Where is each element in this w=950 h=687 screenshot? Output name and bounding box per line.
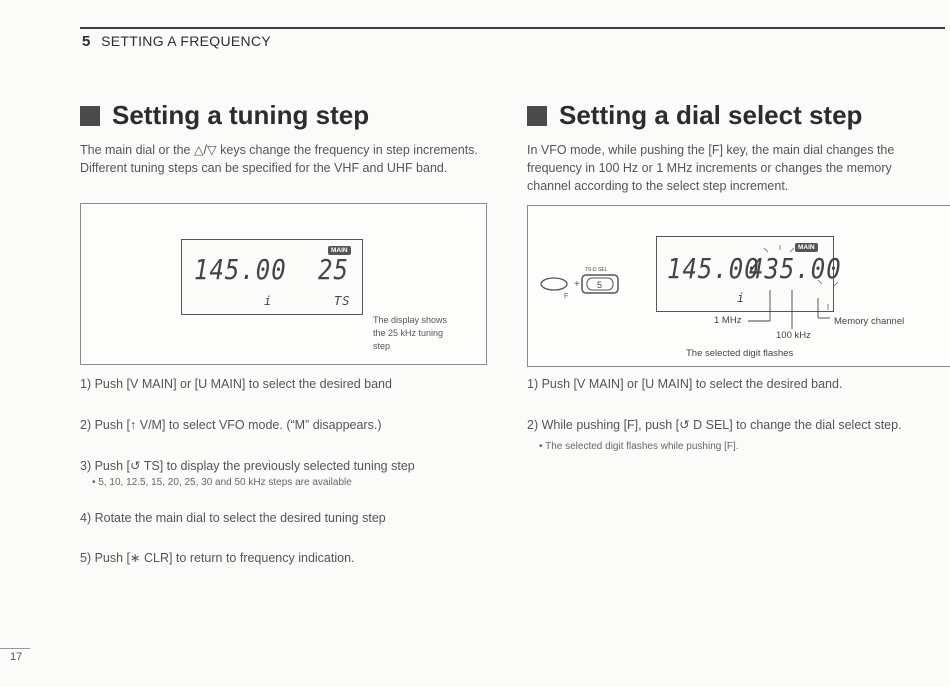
- dial-select-heading: [527, 100, 937, 131]
- frequency-readout: 145.00: [194, 253, 287, 287]
- main-badge: MAIN: [328, 246, 351, 255]
- figure-caption: The selected digit flashes: [686, 348, 794, 359]
- tuning-step-section: [80, 100, 490, 177]
- step-2: 2) Push [↑ V/M] to select VFO mode. (“M” disappears.): [80, 418, 382, 432]
- step-3-text: 3) Push [↺ TS] to display the previously selected tuning step: [80, 459, 415, 473]
- page-number: 17: [10, 651, 23, 663]
- tuning-step-heading: [80, 100, 490, 131]
- lcd-indicator: i: [737, 291, 746, 305]
- ts-key-top-label: TS·D SEL: [585, 267, 608, 273]
- section-title: SETTING A FREQUENCY: [101, 33, 271, 49]
- caption-line: step: [373, 341, 391, 351]
- step-1: 1) Push [V MAIN] or [U MAIN] to select the desired band.: [527, 377, 843, 391]
- memory-channel-label: Memory channel: [834, 316, 905, 327]
- square-bullet-icon: [80, 106, 100, 126]
- square-bullet-icon: [527, 106, 547, 126]
- step-1: 1) Push [V MAIN] or [U MAIN] to select the desired band: [80, 377, 392, 391]
- step-5: 5) Push [∗ CLR] to return to frequency indication.: [80, 551, 355, 565]
- dial-select-title: Setting a dial select step: [559, 100, 863, 130]
- khz-label: 100 kHz: [776, 330, 811, 341]
- ts-indicator: TS: [334, 294, 351, 308]
- lcd-display: [181, 239, 363, 315]
- dial-select-figure: [527, 205, 950, 367]
- plus-sign: +: [574, 279, 580, 290]
- step-3: [80, 458, 415, 488]
- dial-select-intro: In VFO mode, while pushing the [F] key, the main dial changes the frequency in 100 Hz or 1 MHz increments or changes the memory channel according to the select step increment.: [527, 143, 895, 193]
- step-3-note: • 5, 10, 12.5, 15, 20, 25, 30 and 50 kHz steps are available: [92, 477, 352, 488]
- dial-select-section: [527, 100, 937, 195]
- top-rule: [80, 27, 945, 29]
- step-2-text: 2) While pushing [F], push [↺ D SEL] to change the dial select step.: [527, 418, 902, 432]
- frequency-readout-a: 145.00: [667, 252, 760, 286]
- step-4: 4) Rotate the main dial to select the desired tuning step: [80, 511, 386, 525]
- step-2: [527, 416, 927, 456]
- main-badge: MAIN: [795, 243, 818, 252]
- caption-line: the 25 kHz tuning: [373, 328, 444, 338]
- lcd-indicator: i: [264, 294, 273, 308]
- figure-caption: [373, 314, 447, 353]
- caption-line: The display shows: [373, 315, 448, 325]
- ts-key-label: 5: [597, 280, 603, 290]
- page-number-rule: [0, 648, 30, 649]
- leader-lines: [528, 206, 950, 366]
- mhz-label: 1 MHz: [714, 315, 742, 326]
- section-number: 5: [82, 33, 91, 50]
- step-2-note: • The selected digit flashes while pushing [F].: [539, 441, 739, 452]
- tuning-step-figure: [80, 203, 487, 365]
- flash-marks: [764, 245, 838, 310]
- tuning-step-intro: The main dial or the △/▽ keys change the frequency in step increments. Different tuning steps can be specified for the VHF and UHF band.: [80, 143, 478, 175]
- tuning-step-readout: 25: [318, 253, 349, 287]
- f-key-label: F: [564, 293, 569, 300]
- tuning-step-title: Setting a tuning step: [112, 100, 370, 130]
- frequency-readout-b: 435.00: [749, 252, 842, 286]
- section-header: [82, 33, 271, 50]
